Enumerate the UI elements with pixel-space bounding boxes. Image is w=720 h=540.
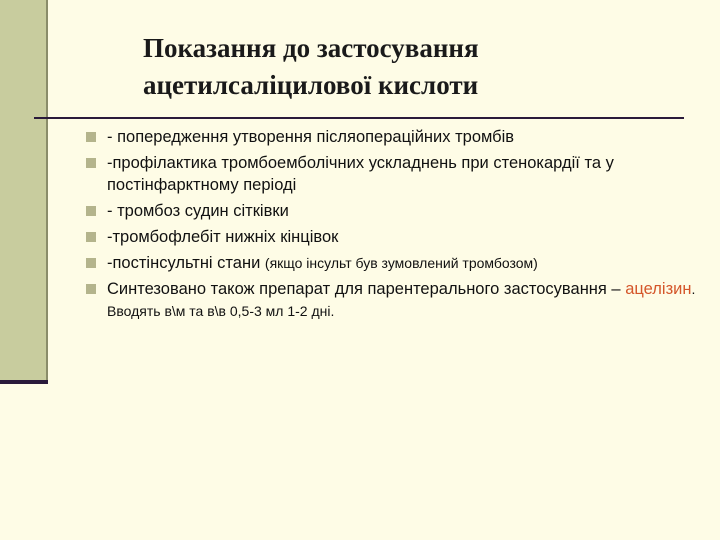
slide-title-line-1: Показання до застосування	[143, 33, 479, 63]
slide-title	[143, 30, 683, 104]
square-bullet-icon	[86, 206, 96, 216]
list-item	[86, 278, 706, 322]
title-divider	[34, 117, 684, 119]
list-item-text: -тромбофлебіт нижніх кінцівок	[107, 228, 339, 246]
square-bullet-icon	[86, 232, 96, 242]
slide-title-line-2: ацетилсаліцилової кислоти	[143, 70, 479, 100]
list-item	[86, 126, 706, 148]
list-item	[86, 200, 706, 222]
square-bullet-icon	[86, 284, 96, 294]
indications-list	[86, 126, 706, 326]
drug-name-highlight: ацелізин	[625, 280, 692, 298]
list-item-note: (якщо інсульт був зумовлений тромбозом)	[264, 255, 538, 271]
list-item	[86, 226, 706, 248]
list-item-dosage: . Вводять в\м та в\в 0,5-3 мл 1-2 дні.	[107, 281, 696, 319]
list-item	[86, 152, 706, 196]
list-item-text: -постінсультні стани	[107, 254, 265, 272]
list-item-text: - попередження утворення післяопераційних тромбів	[107, 128, 515, 146]
list-item-text: - тромбоз судин сітківки	[107, 202, 289, 220]
square-bullet-icon	[86, 132, 96, 142]
left-decorative-bar	[0, 0, 48, 384]
list-item-text: Синтезовано також препарат для парентерального застосування –	[107, 280, 626, 298]
list-item	[86, 252, 706, 274]
square-bullet-icon	[86, 258, 96, 268]
square-bullet-icon	[86, 158, 96, 168]
list-item-text: -профілактика тромбоемболічних ускладнень при стенокардії та у постінфарктному періоді	[107, 154, 614, 194]
left-bar-bottom-line	[0, 380, 48, 384]
